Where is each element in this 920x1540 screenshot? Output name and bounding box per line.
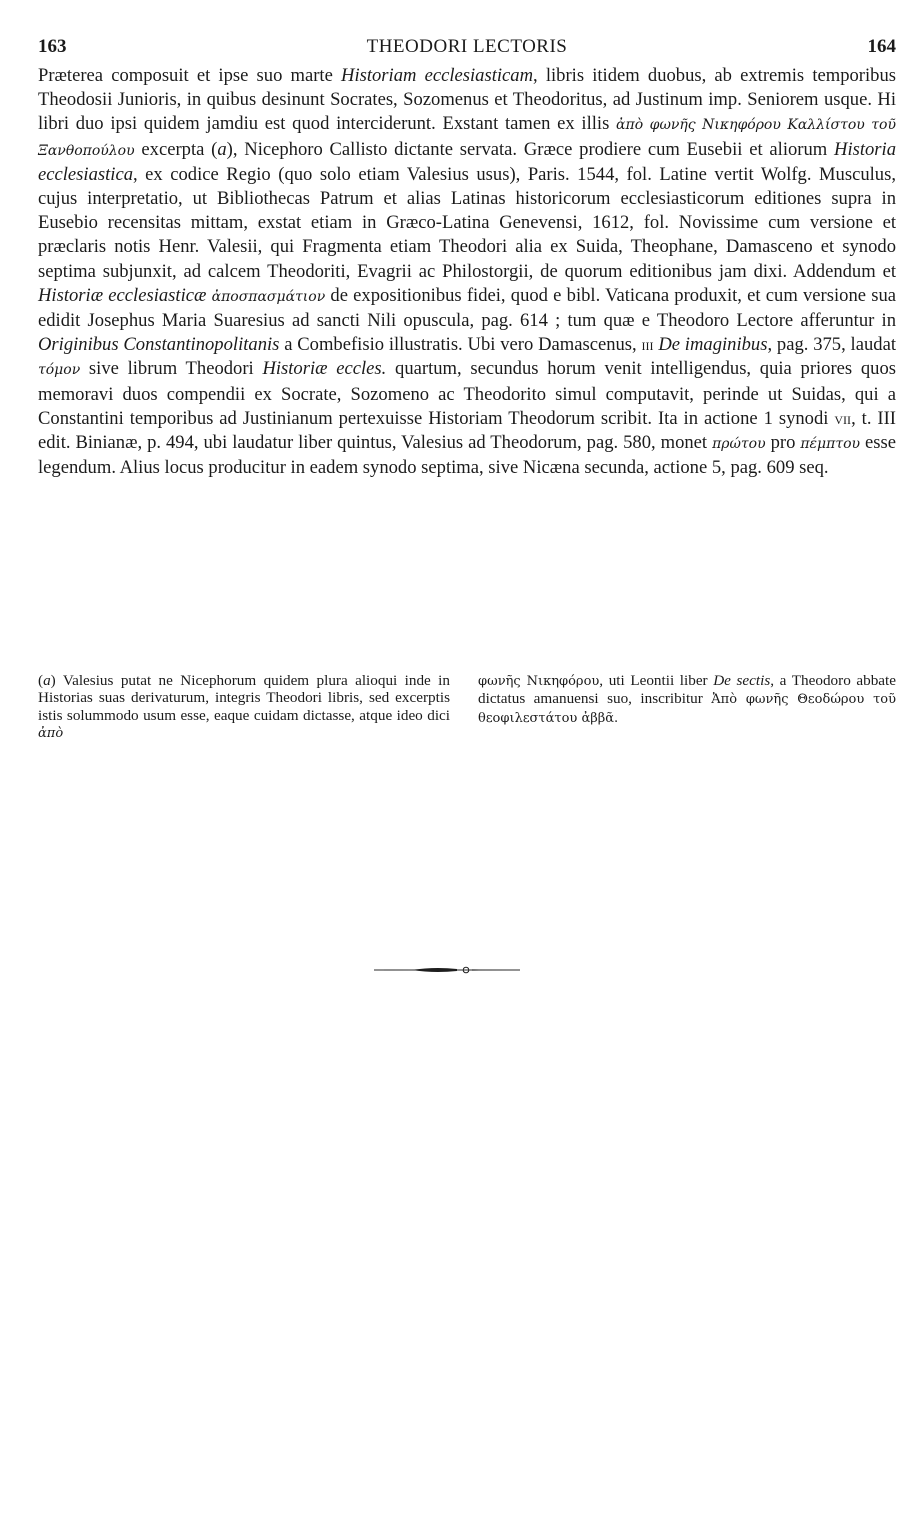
greek-word: πέμπτου: [800, 436, 861, 453]
greek-word: τόμον: [38, 362, 81, 379]
greek-phrase: ἀπὸ φωνῆς Νικηφόρου Καλλίστου τοῦ Ξανθοπούλου: [38, 117, 896, 159]
main-text: Præterea composuit et ipse suo marte Historiam ecclesiasticam, libris itidem duobus, ab extremis temporibus Theodosii Junioris, in quibus desinunt Socrates, Sozomenus et Theodoritus, ad Justinum imp. Seniorem usque. Hi libri duo ipsi quidem jamdiu est quod interciderunt. Exstant tamen ex illis ἀπὸ φωνῆς Νικηφόρου Καλλίστου τοῦ Ξανθοπούλου excerpta (a), Nicephoro Callisto dictante servata. Græce prodiere cum Eusebii et aliorum Historia ecclesiastica, ex codice Regio (quo solo etiam Valesius usus), Paris. 1544, fol. Latine vertit Wolfg. Musculus, cujus interpretatio, ut Bibliothecas Patrum et alias Latinas historicorum ecclesiasticorum editiones supra in Eusebio recensitas mittam, exstat etiam in Græco-Latina Genevensi, 1612, fol. Novissime cum versione et præclaris notis Henr. Valesii, qui Fragmenta etiam Theodori alia ex Suida, Theophane, Damasceno et synodo septima subjunxit, ad calcem Theodoriti, Evagrii ac Philostorgii, de quorum editionibus jam dixi. Addendum et Historiæ ecclesiasticæ ἀποσπασμάτιον de expositionibus fidei, quod e bibl. Vaticana produxit, et cum versione sua edidit Josephus Maria Suaresius ad sancti Nili opuscula, pag. 614 ; tum quæ e Theodoro Lectore afferuntur in Originibus Constantinopolitanis a Combefisio illustratis. Ubi vero Damascenus, iii De imaginibus, pag. 375, laudat τόμον sive librum Theodori Historiæ eccles. quartum, secundus horum venit intelligendus, quia priores quos memoravi duos compendii ex Socrate, Sozomeno ac Theodorito simul computavit, perinde ut Suidas, qui a Constantini temporibus ad Justinianum pertexuisse Historiam Theodorum scribit. Ita in actione 1 synodi vii, t. III edit. Binianæ, p. 494, ubi laudatur liber quintus, Valesius ad Theodorum, pag. 580, monet πρώτου pro πέμπτου esse legendum. Alius locus producitur in eadem synodo septima, sive Nicæna secunda, actione 5, pag. 609 seq.: [38, 65, 897, 479]
end-ornament: [372, 963, 522, 977]
page-number-left: 163: [38, 36, 67, 57]
page-header: [38, 36, 896, 62]
greek-word: ἀποσπασμάτιον: [211, 288, 326, 305]
running-title: THEODORI LECTORIS: [366, 36, 568, 57]
footnote-left-column: (a) Valesius putat ne Nicephorum quidem plura alioqui inde in Historias suas derivaturum, integris Theodori libris, sed excerptis istis solummodo usum esse, eaque cuidam dictasse, atque ideo dici ἀπὸ: [38, 672, 450, 742]
footnote-right-column: φωνῆς Νικηφόρου, uti Leontii liber De sectis, a Theodoro abbate dictatus amanuensi suo, inscribitur Ἀπὸ φωνῆς Θεοδώρου τοῦ θεοφιλεστάτου ἀββᾶ.: [478, 672, 897, 726]
page-number-right: 164: [867, 36, 896, 57]
footnote-ref: a: [217, 138, 227, 160]
greek-word: πρώτου: [712, 436, 766, 453]
